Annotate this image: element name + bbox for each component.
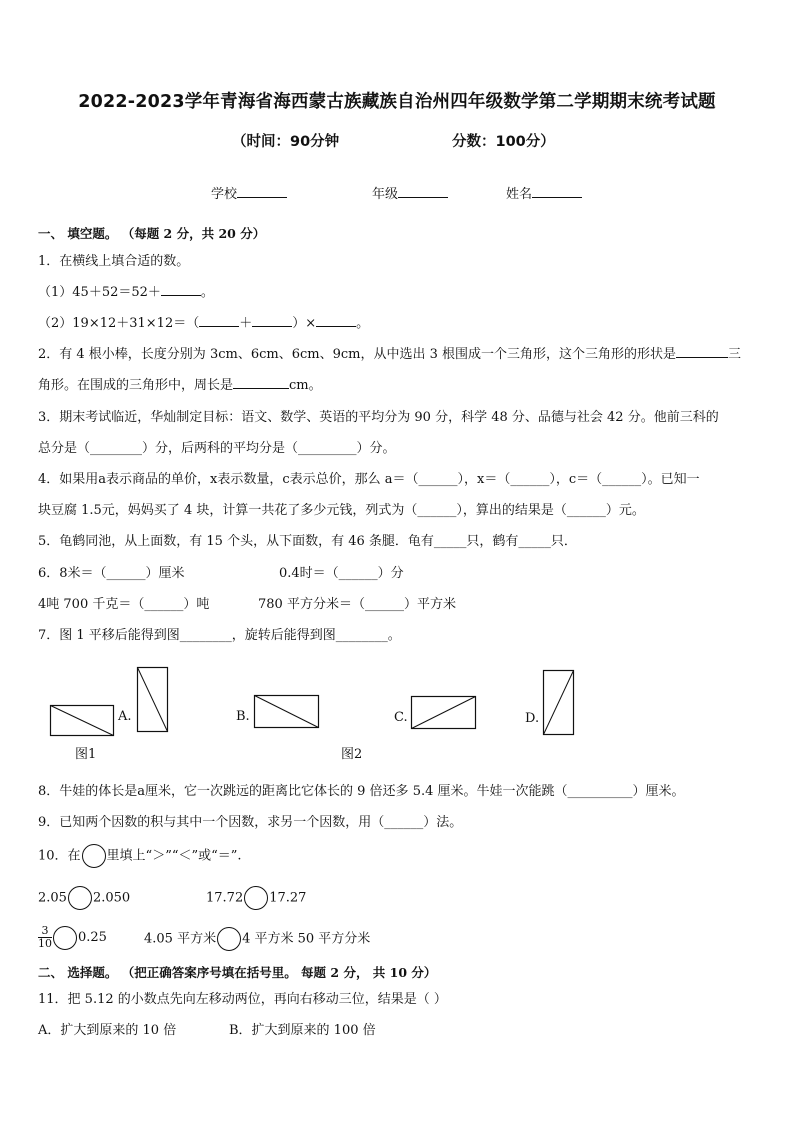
- option-d-rectangle: [543, 670, 575, 736]
- figure-1-rectangle: [50, 705, 114, 737]
- page-title: 2022-2023学年青海省海西蒙古族藏族自治州四年级数学第二学期期末统考试题: [78, 92, 716, 112]
- section-2-heading: 二、 选择题。 （把正确答案序号填在括号里。 每题 2 分， 共 10 分）: [38, 965, 437, 980]
- question-3-line1: 3．期末考试临近，华灿制定目标：语文、数学、英语的平均分为 90 分，科学 48 分、品德与社会 42 分。他前三科的: [38, 410, 719, 425]
- question-5: 5．龟鹤同池，从上面数，有 15 个头，从下面数，有 46 条腿．龟有_____只，鹤有_____只．: [38, 534, 577, 549]
- compare-circle-3[interactable]: [53, 926, 77, 950]
- section-1-heading: 一、 填空题。 （每题 2 分，共 20 分）: [38, 226, 266, 241]
- time-label: （时间：90分钟: [232, 134, 340, 150]
- question-2-line2: 角形。在围成的三角形中，周长是 cm。: [38, 378, 322, 393]
- figure-1-caption: 图1: [75, 747, 97, 762]
- compare-4: 4.05 平方米 4 平方米 50 平方分米: [144, 927, 370, 951]
- compare-circle-2[interactable]: [244, 886, 268, 910]
- option-c-rectangle: [411, 696, 477, 730]
- school-label: 学校: [211, 187, 238, 202]
- compare-circle-1[interactable]: [68, 886, 92, 910]
- compare-circle-example: [82, 844, 106, 868]
- answer-blank[interactable]: [316, 314, 356, 327]
- option-d-label: D.: [525, 711, 540, 726]
- question-4-line2: 块豆腐 1.5元，妈妈买了 4 块，计算一共花了多少元钱，列式为（______），算出的结果是（______）元。: [38, 503, 645, 518]
- name-label: 姓名: [506, 187, 533, 202]
- option-a-rectangle: [137, 667, 169, 733]
- option-b-rectangle: [254, 695, 320, 729]
- grade-label: 年级: [372, 187, 399, 202]
- option-a-label: A.: [118, 709, 132, 724]
- figure-2-caption: 图2: [341, 747, 363, 762]
- question-11-option-a[interactable]: A．扩大到原来的 10 倍: [38, 1023, 177, 1038]
- question-1a: （1）45＋52＝52＋ 。: [38, 285, 214, 300]
- question-1b: （2）19×12＋31×12＝（ ＋ ）× 。: [38, 316, 370, 331]
- question-4-line1: 4．如果用a表示商品的单价，x表示数量，c表示总价，那么 a＝（______），x＝（______），c＝（______）。已知一: [38, 472, 700, 487]
- question-11-option-b[interactable]: B．扩大到原来的 100 倍: [229, 1023, 376, 1038]
- option-c-label: C.: [394, 710, 408, 725]
- question-9: 9．已知两个因数的积与其中一个因数，求另一个因数，用（______）法。: [38, 815, 463, 830]
- question-3-line2: 总分是（________）分，后两科的平均分是（_________）分。: [38, 441, 396, 456]
- question-7: 7．图 1 平移后能得到图________，旋转后能得到图________。: [38, 628, 401, 643]
- compare-2: 17.72 17.27: [206, 886, 306, 910]
- question-2-line1: 2．有 4 根小棒，长度分别为 3cm、6cm、6cm、9cm，从中选出 3 根围成一个三角形，这个三角形的形状是 三: [38, 347, 742, 362]
- name-field[interactable]: [506, 183, 582, 202]
- compare-circle-4[interactable]: [217, 927, 241, 951]
- grade-field[interactable]: [372, 183, 448, 202]
- question-6c: 4吨 700 千克＝（______）吨: [38, 597, 210, 612]
- score-label: 分数：100分）: [452, 134, 555, 150]
- fraction-3-10: $\frac{3}{10}$: [38, 924, 52, 950]
- answer-blank[interactable]: [676, 345, 728, 358]
- question-10: 10．在 里填上“＞”“＜”或“＝”.: [38, 844, 242, 868]
- question-6d: 780 平方分米＝（______）平方米: [258, 597, 456, 612]
- compare-3: $\frac{3}{10}$ 0.25: [38, 924, 107, 950]
- compare-1: 2.05 2.050: [38, 886, 130, 910]
- answer-blank[interactable]: [199, 314, 239, 327]
- answer-blank[interactable]: [252, 314, 292, 327]
- answer-blank[interactable]: [233, 376, 289, 389]
- question-6b: 0.4时＝（______）分: [279, 566, 404, 581]
- question-8: 8．牛娃的体长是a厘米，它一次跳远的距离比它体长的 9 倍还多 5.4 厘米。牛娃一次能跳（__________）厘米。: [38, 784, 685, 799]
- answer-blank[interactable]: [161, 283, 201, 296]
- question-1: 1．在横线上填合适的数。: [38, 254, 190, 269]
- school-field[interactable]: [211, 183, 287, 202]
- question-6a: 6．8米＝（______）厘米: [38, 566, 185, 581]
- question-11: 11．把 5.12 的小数点先向左移动两位，再向右移动三位，结果是（ ）: [38, 992, 447, 1007]
- option-b-label: B.: [236, 709, 250, 724]
